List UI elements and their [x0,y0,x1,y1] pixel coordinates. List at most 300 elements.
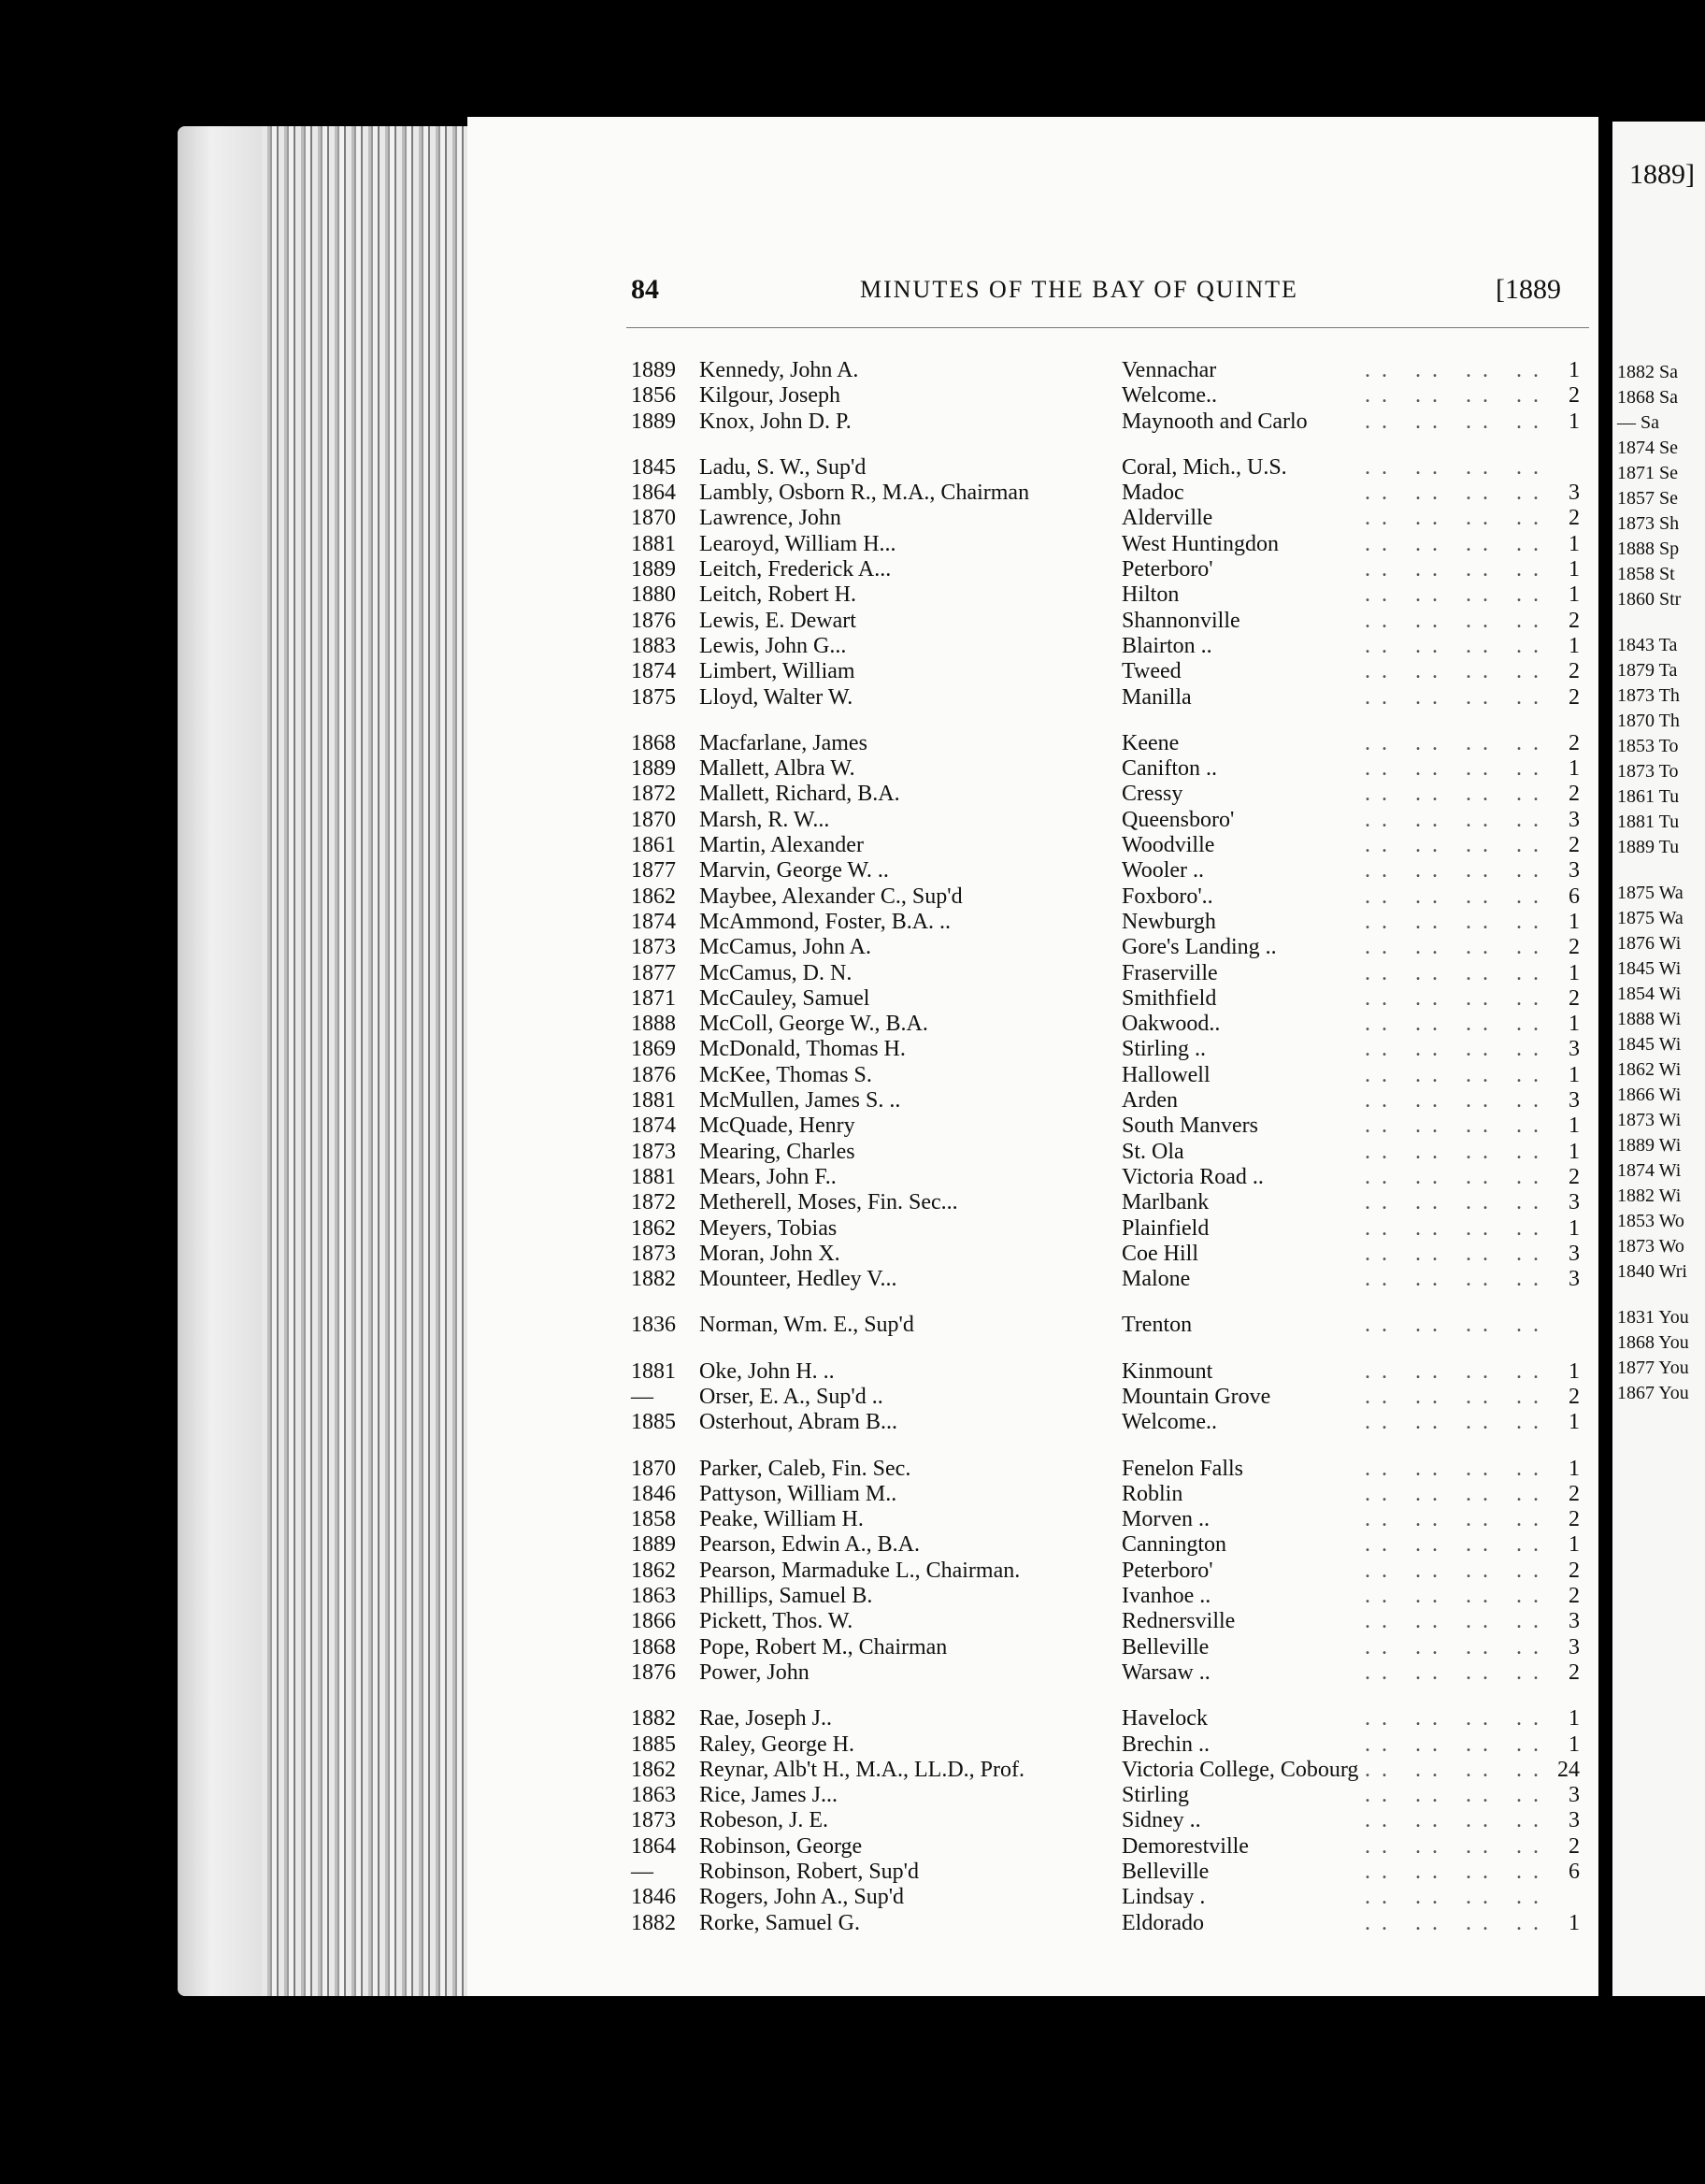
leader-dots: .. .. .. .. [1365,1558,1550,1583]
entry-name: Learoyd, William H... [699,531,896,556]
list-item [467,1267,1598,1292]
section-gap [1617,1285,1689,1305]
right-page-entry: 1868 You [1617,1332,1689,1353]
entry-place: Arden [1122,1088,1178,1114]
entry-name: Robinson, Robert, Sup'd [699,1860,920,1885]
entry-place: Tweed [1122,659,1182,684]
entry-name: Raley, George H. [699,1731,854,1757]
entry-name: Pickett, Thos. W. [699,1609,853,1634]
entry-year: 1882 [631,1910,676,1935]
entry-years: 1 [1569,1114,1580,1139]
entry-place: Victoria Road .. [1122,1164,1264,1189]
entry-name: Kilgour, Joseph [699,383,841,409]
entry-name: McMullen, James S. .. [699,1088,901,1114]
entry-years: 1 [1569,1456,1580,1481]
section-gap [467,435,1598,455]
entry-place: Hallowell [1122,1062,1211,1087]
leader-dots: .. .. .. .. [1365,1037,1550,1062]
right-page-entry: 1873 Sh [1617,513,1680,534]
entry-name: Mallett, Richard, B.A. [699,782,900,807]
right-page-entry: 1871 Se [1617,463,1678,483]
entry-year: 1868 [631,1634,676,1660]
entry-years: 2 [1569,935,1580,960]
entry-year: 1873 [631,1241,676,1266]
entry-name: McDonald, Thomas H. [699,1037,906,1062]
entry-place: Cressy [1122,782,1183,807]
right-page-entry: 1881 Tu [1617,812,1680,832]
leader-dots: .. .. .. .. [1365,358,1550,382]
list-item [467,1609,1598,1634]
entry-place: Cannington [1122,1532,1226,1558]
leader-dots: .. .. .. .. [1365,531,1550,556]
left-page [467,117,1598,1996]
entry-years: 2 [1569,684,1580,710]
entry-years: 1 [1569,358,1580,382]
right-page-entry: 1870 Th [1617,711,1680,731]
list-item [467,1834,1598,1860]
entry-years: 6 [1569,884,1580,909]
entry-year: 1871 [631,985,676,1011]
entry-year: 1873 [631,1808,676,1833]
entry-year: 1885 [631,1410,676,1435]
list-item [467,910,1598,935]
leader-dots: .. .. .. .. [1365,960,1550,985]
entry-name: Marsh, R. W... [699,807,830,832]
list-item [467,1860,1598,1885]
entry-years: 2 [1569,383,1580,409]
list-item [467,1216,1598,1242]
entry-name: Peake, William H. [699,1507,864,1532]
entry-name: Rogers, John A., Sup'd [699,1885,905,1910]
entry-place: Alderville [1122,506,1213,531]
entry-year: — [631,1384,653,1409]
leader-dots: .. .. .. .. [1365,1532,1550,1558]
right-page-entry: 1840 Wri [1617,1261,1687,1282]
entry-name: Mears, John F.. [699,1164,837,1189]
entry-year: 1874 [631,659,676,684]
entry-year: 1836 [631,1313,676,1338]
entry-years: 1 [1569,756,1580,782]
leader-dots: .. .. .. .. [1365,1757,1550,1782]
right-page-entry: — Sa [1617,412,1659,433]
entry-name: Lloyd, Walter W. [699,684,853,710]
entry-place: Foxboro'.. [1122,884,1213,909]
entry-name: Limbert, William [699,659,855,684]
header-year: [1889 [1496,274,1561,305]
entry-name: Knox, John D. P. [699,409,852,434]
list-item [467,481,1598,506]
entry-year: 1877 [631,960,676,985]
entry-year: 1874 [631,909,676,934]
entry-place: South Manvers [1122,1114,1258,1139]
list-item [467,782,1598,807]
entry-place: Rednersville [1122,1609,1236,1634]
entry-place: Smithfield [1122,985,1217,1011]
list-item [467,833,1598,858]
entry-place: Brechin .. [1122,1731,1210,1757]
entry-years: 1 [1569,1910,1580,1935]
entry-place: Shannonville [1122,608,1240,633]
section-gap [467,711,1598,731]
entry-place: West Huntingdon [1122,531,1280,556]
entry-year: 1870 [631,506,676,531]
entry-year: 1889 [631,358,676,382]
entry-place: Belleville [1122,1634,1210,1660]
entry-year: 1885 [631,1731,676,1757]
list-item [467,1635,1598,1660]
entry-year: 1870 [631,807,676,832]
list-item [467,609,1598,634]
entry-years: 3 [1569,1088,1580,1114]
entry-place: Trenton [1122,1313,1193,1338]
entry-place: Victoria College, Cobourg [1122,1757,1359,1782]
entry-years: 1 [1569,909,1580,934]
leader-dots: .. .. .. .. [1365,909,1550,934]
leader-dots: .. .. .. .. [1365,557,1550,582]
entry-year: 1876 [631,1660,676,1685]
right-page-entry: 1862 Wi [1617,1059,1682,1080]
right-page-entry: 1857 Se [1617,488,1678,509]
list-item [467,532,1598,557]
right-page-entry: 1853 Wo [1617,1211,1684,1231]
entry-years: 1 [1569,1532,1580,1558]
list-item [467,1758,1598,1783]
leader-dots: .. .. .. .. [1365,582,1550,608]
leader-dots: .. .. .. .. [1365,659,1550,684]
entry-years: 1 [1569,531,1580,556]
leader-dots: .. .. .. .. [1365,935,1550,960]
entry-year: 1866 [631,1609,676,1634]
right-page-entry: 1889 Wi [1617,1135,1682,1156]
entry-name: Power, John [699,1660,810,1685]
section-gap [467,1339,1598,1359]
leader-dots: .. .. .. .. [1365,1456,1550,1481]
entry-place: Plainfield [1122,1215,1210,1241]
entry-year: 1874 [631,1114,676,1139]
entry-year: 1864 [631,1833,676,1859]
list-item [467,1559,1598,1584]
list-item [467,1114,1598,1139]
leader-dots: .. .. .. .. [1365,1358,1550,1384]
leader-dots: .. .. .. .. [1365,1706,1550,1731]
entry-name: Pearson, Edwin A., B.A. [699,1532,920,1558]
right-page-entry: 1873 Th [1617,685,1680,706]
leader-dots: .. .. .. .. [1365,756,1550,782]
list-item [467,1732,1598,1758]
right-page-header-year: 1889] [1629,159,1695,190]
entry-place: St. Ola [1122,1139,1184,1164]
leader-dots: .. .. .. .. [1365,1190,1550,1215]
entry-place: Oakwood.. [1122,1012,1221,1037]
entry-year: 1883 [631,633,676,658]
entry-year: 1889 [631,557,676,582]
entry-years: 1 [1569,960,1580,985]
entry-place: Havelock [1122,1706,1208,1731]
running-title: MINUTES OF THE BAY OF QUINTE [860,276,1298,303]
entry-place: Fenelon Falls [1122,1456,1243,1481]
right-page-entry: 1854 Wi [1617,984,1682,1004]
entry-year: 1846 [631,1885,676,1910]
entry-place: Newburgh [1122,909,1216,934]
entry-year: 1858 [631,1507,676,1532]
entry-year: 1862 [631,884,676,909]
entry-name: Robinson, George [699,1833,863,1859]
entry-year: 1863 [631,1783,676,1808]
entry-name: Rice, James J... [699,1783,838,1808]
list-item [467,1410,1598,1435]
entry-years: 2 [1569,1481,1580,1506]
entry-years: 2 [1569,833,1580,858]
list-item [467,358,1598,383]
leader-dots: .. .. .. .. [1365,1241,1550,1266]
entry-place: Eldorado [1122,1910,1204,1935]
entry-years: 2 [1569,1833,1580,1859]
entry-name: Oke, John H. .. [699,1358,835,1384]
right-page-entry: 1873 To [1617,761,1679,782]
list-item [467,1584,1598,1609]
right-page-entry: 1873 Wo [1617,1236,1684,1257]
leader-dots: .. .. .. .. [1365,633,1550,658]
entry-year: 1873 [631,935,676,960]
right-page-entry: 1882 Wi [1617,1185,1682,1206]
entry-place: Manilla [1122,684,1192,710]
leader-dots: .. .. .. .. [1365,1114,1550,1139]
entry-year: 1875 [631,684,676,710]
entry-place: Welcome.. [1122,383,1218,409]
leader-dots: .. .. .. .. [1365,1860,1550,1885]
leader-dots: .. .. .. .. [1365,1012,1550,1037]
list-item [467,1482,1598,1507]
entry-place: Coe Hill [1122,1241,1198,1266]
leader-dots: .. .. .. .. [1365,1660,1550,1685]
entry-name: Pearson, Marmaduke L., Chairman. [699,1558,1021,1583]
right-page-entry: 1888 Sp [1617,539,1680,559]
entry-year: 1882 [631,1706,676,1731]
list-item [467,455,1598,481]
entry-name: Lewis, E. Dewart [699,608,856,633]
entry-year: 1876 [631,1062,676,1087]
entry-place: Welcome.. [1122,1410,1218,1435]
list-item [467,557,1598,582]
entry-name: McCamus, D. N. [699,960,852,985]
leader-dots: .. .. .. .. [1365,1584,1550,1609]
leader-dots: .. .. .. .. [1365,1481,1550,1506]
list-item [467,410,1598,435]
entry-years: 2 [1569,985,1580,1011]
right-page-entry: 1845 Wi [1617,1034,1682,1055]
right-page-entry: 1879 Ta [1617,660,1678,681]
entry-name: Pope, Robert M., Chairman [699,1634,948,1660]
entry-years: 3 [1569,807,1580,832]
entry-name: Macfarlane, James [699,730,867,755]
book-page-edges [178,126,467,1996]
entry-place: Mountain Grove [1122,1384,1271,1409]
entry-years: 24 [1557,1757,1580,1782]
entry-year: 1889 [631,756,676,782]
entry-name: Reynar, Alb't H., M.A., LL.D., Prof. [699,1757,1024,1782]
right-page-entry: 1882 Sa [1617,362,1678,382]
leader-dots: .. .. .. .. [1365,1783,1550,1808]
entry-years: 2 [1569,1384,1580,1409]
leader-dots: .. .. .. .. [1365,1634,1550,1660]
entry-year: 1888 [631,1012,676,1037]
leader-dots: .. .. .. .. [1365,985,1550,1011]
entry-year: 1856 [631,383,676,409]
entry-place: Vennachar [1122,358,1217,382]
leader-dots: .. .. .. .. [1365,782,1550,807]
list-item [467,1190,1598,1215]
entry-name: Meyers, Tobias [699,1215,838,1241]
entry-years: 3 [1569,1783,1580,1808]
leader-dots: .. .. .. .. [1365,684,1550,710]
entry-place: Blairton .. [1122,633,1212,658]
right-page-fragment [1612,122,1705,1996]
entry-name: Leitch, Robert H. [699,582,856,608]
list-item [467,582,1598,608]
right-page-entry: 1860 Str [1617,589,1682,610]
leader-dots: .. .. .. .. [1365,730,1550,755]
entry-year: 1863 [631,1584,676,1609]
entry-years: 3 [1569,1634,1580,1660]
entry-place: Stirling .. [1122,1037,1207,1062]
leader-dots: .. .. .. .. [1365,1215,1550,1241]
entry-place: Lindsay . [1122,1885,1206,1910]
list-item [467,858,1598,884]
page-gutter [1598,117,1612,1996]
leader-dots: .. .. .. .. [1365,833,1550,858]
entry-name: McKee, Thomas S. [699,1062,872,1087]
entry-year: 1862 [631,1215,676,1241]
entry-years: 3 [1569,1609,1580,1634]
leader-dots: .. .. .. .. [1365,1062,1550,1087]
list-item [467,685,1598,711]
entry-name: Marvin, George W. .. [699,858,889,884]
entry-year: 1881 [631,531,676,556]
leader-dots: .. .. .. .. [1365,1313,1550,1338]
entry-place: Ivanhoe .. [1122,1584,1211,1609]
list-item [467,1037,1598,1062]
entry-year: 1870 [631,1456,676,1481]
right-page-list [1617,360,1689,1406]
entry-name: Pattyson, William M.. [699,1481,897,1506]
list-item [467,1012,1598,1037]
entry-year: 1864 [631,481,676,506]
leader-dots: .. .. .. .. [1365,1731,1550,1757]
entry-years: 1 [1569,1215,1580,1241]
leader-dots: .. .. .. .. [1365,1384,1550,1409]
entry-name: Lewis, John G... [699,633,847,658]
entry-years: 1 [1569,1706,1580,1731]
entry-place: Keene [1122,730,1180,755]
entry-years: 1 [1569,1139,1580,1164]
entry-years: 1 [1569,557,1580,582]
leader-dots: .. .. .. .. [1365,1088,1550,1114]
list-item [467,1885,1598,1910]
entry-year: 1873 [631,1139,676,1164]
entry-year: 1861 [631,833,676,858]
entry-year: 1869 [631,1037,676,1062]
entry-name: Parker, Caleb, Fin. Sec. [699,1456,911,1481]
entry-name: Metherell, Moses, Fin. Sec... [699,1190,958,1215]
right-page-entry: 1876 Wi [1617,933,1682,954]
leader-dots: .. .. .. .. [1365,409,1550,434]
entry-name: Norman, Wm. E., Sup'd [699,1313,914,1338]
entry-years: 1 [1569,1062,1580,1087]
entry-place: Gore's Landing .. [1122,935,1277,960]
entry-name: Ladu, S. W., Sup'd [699,454,867,480]
right-page-entry: 1861 Tu [1617,786,1680,807]
leader-dots: .. .. .. .. [1365,608,1550,633]
entry-years: 2 [1569,730,1580,755]
entry-place: Demorestville [1122,1833,1249,1859]
entry-name: Rae, Joseph J.. [699,1706,832,1731]
entry-place: Fraserville [1122,960,1218,985]
entry-years: 2 [1569,659,1580,684]
entry-place: Malone [1122,1267,1191,1292]
leader-dots: .. .. .. .. [1365,858,1550,884]
entry-place: Madoc [1122,481,1184,506]
entry-years: 6 [1569,1860,1580,1885]
list-item [467,1140,1598,1165]
list-item [467,1911,1598,1936]
leader-dots: .. .. .. .. [1365,1833,1550,1859]
right-page-entry: 1874 Se [1617,438,1678,458]
entry-year: 1889 [631,409,676,434]
entry-name: Orser, E. A., Sup'd .. [699,1384,883,1409]
leader-dots: .. .. .. .. [1365,1139,1550,1164]
page-number: 84 [631,274,659,305]
list-item [467,1359,1598,1385]
entry-name: Osterhout, Abram B... [699,1410,897,1435]
leader-dots: .. .. .. .. [1365,454,1550,480]
entry-year: 1880 [631,582,676,608]
entry-place: Kinmount [1122,1358,1213,1384]
entry-place: Peterboro' [1122,1558,1213,1583]
entry-year: 1846 [631,1481,676,1506]
entry-place: Marlbank [1122,1190,1210,1215]
entry-years: 2 [1569,608,1580,633]
entry-year: 1868 [631,730,676,755]
leader-dots: .. .. .. .. [1365,1507,1550,1532]
entry-place: Canifton .. [1122,756,1217,782]
entry-years: 3 [1569,1267,1580,1292]
leader-dots: .. .. .. .. [1365,884,1550,909]
list-item [467,1808,1598,1833]
list-item [467,506,1598,531]
entry-place: Stirling [1122,1783,1190,1808]
entry-year: 1881 [631,1164,676,1189]
list-item [467,634,1598,659]
list-item [467,935,1598,960]
entry-place: Woodville [1122,833,1215,858]
leader-dots: .. .. .. .. [1365,1808,1550,1833]
entry-place: Maynooth and Carlo [1122,409,1308,434]
entry-name: Mallett, Albra W. [699,756,855,782]
entry-name: McCauley, Samuel [699,985,870,1011]
list-item [467,383,1598,409]
entry-place: Peterboro' [1122,557,1213,582]
right-page-entry: 1873 Wi [1617,1110,1682,1130]
leader-dots: .. .. .. .. [1365,383,1550,409]
entry-years: 3 [1569,481,1580,506]
right-page-entry: 1874 Wi [1617,1160,1682,1181]
list-item [467,1242,1598,1267]
entry-years: 1 [1569,582,1580,608]
entry-name: Phillips, Samuel B. [699,1584,873,1609]
entry-years: 3 [1569,1190,1580,1215]
section-gap [467,1292,1598,1313]
entry-years: 2 [1569,506,1580,531]
